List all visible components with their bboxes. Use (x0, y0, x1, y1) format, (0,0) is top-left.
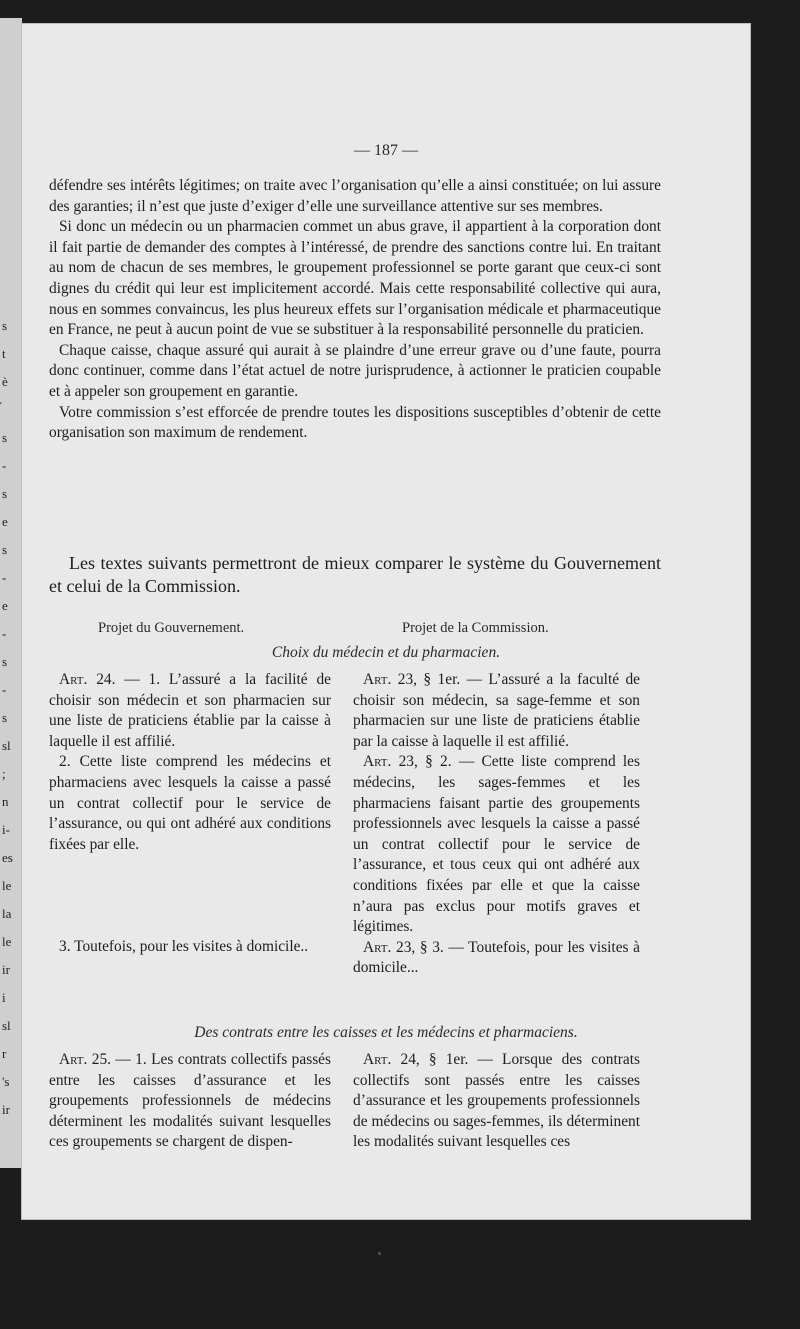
article-label: Art. (59, 1051, 88, 1068)
paper-speck (378, 1252, 381, 1255)
paragraph: Chaque caisse, chaque assuré qui aurait à se plaindre d’une erreur grave ou d’une faute, pourra donc continuer, comme dans l’état actuel de notre jurisprudence, à actionner le praticien coupable et à appeler son groupement en garantie. (49, 341, 661, 400)
section-heading: Des contrats entre les caisses et les médecins et pharmaciens. (194, 1024, 578, 1041)
commission-column-2 (353, 1050, 640, 1153)
adjacent-page-char: es (2, 850, 13, 865)
adjacent-page-char: r (2, 1046, 7, 1061)
adjacent-page-text (0, 18, 22, 1168)
adjacent-page-edge (0, 18, 22, 1168)
article-label: Art. (363, 753, 392, 771)
article: 3. Toutefois, pour les visites à domicile.. (59, 938, 309, 956)
adjacent-page-char: - (2, 626, 7, 641)
adjacent-page-char: sl (2, 1018, 11, 1033)
adjacent-page-char: è (2, 374, 8, 389)
adjacent-page-char: s (2, 318, 8, 333)
adjacent-page-char: s (2, 430, 8, 445)
article-text: 23, § 3. — Toutefois, pour les visites à domicile... (353, 938, 640, 977)
article-text: 25. — 1. Les contrats collectifs passés entre les caisses d’assurance et les groupements professionnels de médecins déterminent les modalités suivant lesquelles ces groupements se chargent de dispen- (49, 1051, 331, 1151)
adjacent-page-char: s (2, 710, 8, 725)
paragraph: défendre ses intérêts légitimes; on traite avec l’organisation qu’elle a ainsi constituée; on lui assure des garanties; il n’est que juste d’exiger d’elle une surveillance attentive sur ses membres. (49, 177, 661, 215)
government-column (49, 670, 331, 958)
adjacent-page-char: e (2, 514, 8, 529)
column-heading-commission: Projet de la Commission. (402, 620, 549, 636)
adjacent-page-char: ir (2, 1102, 10, 1117)
article-label: Art. (59, 671, 88, 688)
article-label: Art. (363, 671, 392, 688)
adjacent-page-char: s (2, 542, 8, 557)
adjacent-page-char: ; (2, 766, 6, 781)
article-label: Art. (363, 938, 392, 956)
article-text: 23, § 2. — Cette liste comprend les médecins, les sages-femmes et les pharmaciens faisant partie des groupements professionnels avec lesquels la caisse a passé un contrat collectif pour le service de l’assurance, et tous ceux qui ont adhéré aux conditions fixées par elle et que la caisse n’aura pas exclus pour motifs graves et légitimes. (353, 753, 640, 936)
paragraph: Si donc un médecin ou un pharmacien commet un abus grave, il appartient à la corporation dont il fait partie de demander des comptes à l’intéressé, de prendre des sanctions contre lui. En traitant au nom de chacun de ses membres, le groupement professionnel se porte garant que ceux-ci sont dignes du crédit qui leur est implicitement accordé. Mais cette responsabilité collective qui aura, nous en sommes convaincus, les plus heureux effets sur l’organisation médicale et pharmaceutique en France, ne peut à aucun point de vue se substituer à la responsabilité personnelle du praticien. (49, 218, 661, 339)
article (49, 1050, 331, 1153)
column-heading-government: Projet du Gouvernement. (98, 620, 245, 636)
article-label: Art. (363, 1051, 392, 1068)
page-number: — 187 — (354, 142, 418, 159)
adjacent-page-char: n (2, 794, 9, 809)
article-text: 24. — 1. L’assuré a la facilité de choisir son médecin et son pharmacien sur une liste de praticiens établie par la caisse à laquelle il est affilié. (49, 671, 331, 750)
adjacent-page-char: i- (2, 822, 10, 837)
adjacent-page-char: i (2, 990, 6, 1005)
adjacent-page-char: e (2, 598, 8, 613)
paragraph: Votre commission s’est efforcée de prendre toutes les dispositions susceptibles d’obtenir de cette organisation son maximum de rendement. (49, 403, 661, 442)
article (353, 670, 640, 752)
adjacent-page-char: la (2, 906, 12, 921)
section-heading: Choix du médecin et du pharmacien. (271, 644, 501, 661)
adjacent-page-char: - (2, 682, 7, 697)
document-page (22, 24, 750, 1219)
adjacent-page-char: t (2, 346, 6, 361)
adjacent-page-char: s (2, 486, 8, 501)
adjacent-page-char: - (2, 458, 7, 473)
commission-column (353, 670, 640, 979)
adjacent-page-char: 's (2, 1074, 10, 1089)
adjacent-page-char: le (2, 934, 12, 949)
adjacent-page-char: - (2, 570, 7, 585)
article-text: 23, § 1er. — L’assuré a la faculté de choisir son médecin, sa sage-femme et son pharmacien sur une liste de praticiens établie par la caisse à laquelle il est affilié. (353, 671, 640, 750)
lead-paragraph: Les textes suivants permettront de mieux comparer le système du Gouvernement et celui de la Commission. (49, 553, 661, 596)
adjacent-page-char: s (2, 654, 8, 669)
article: 2. Cette liste comprend les médecins et pharmaciens avec lesquels la caisse a passé un contrat collectif pour le service de l’assurance, ou qui ont adhéré aux conditions fixées par elle. (49, 753, 331, 853)
article-text: 24, § 1er. — Lorsque des contrats collectifs sont passés entre les caisses d’assurance et les groupements professionnels de médecins ou sages-femmes, ils déterminent les modalités suivant lesquelles ces (353, 1051, 640, 1151)
article (49, 670, 331, 752)
government-column-2 (49, 1050, 331, 1153)
adjacent-page-char: ir (2, 962, 10, 977)
adjacent-page-char: le (2, 878, 12, 893)
adjacent-page-char: sl (2, 738, 11, 753)
intro-text (49, 176, 661, 444)
article (353, 938, 640, 979)
article (353, 1050, 640, 1153)
article (353, 752, 640, 937)
